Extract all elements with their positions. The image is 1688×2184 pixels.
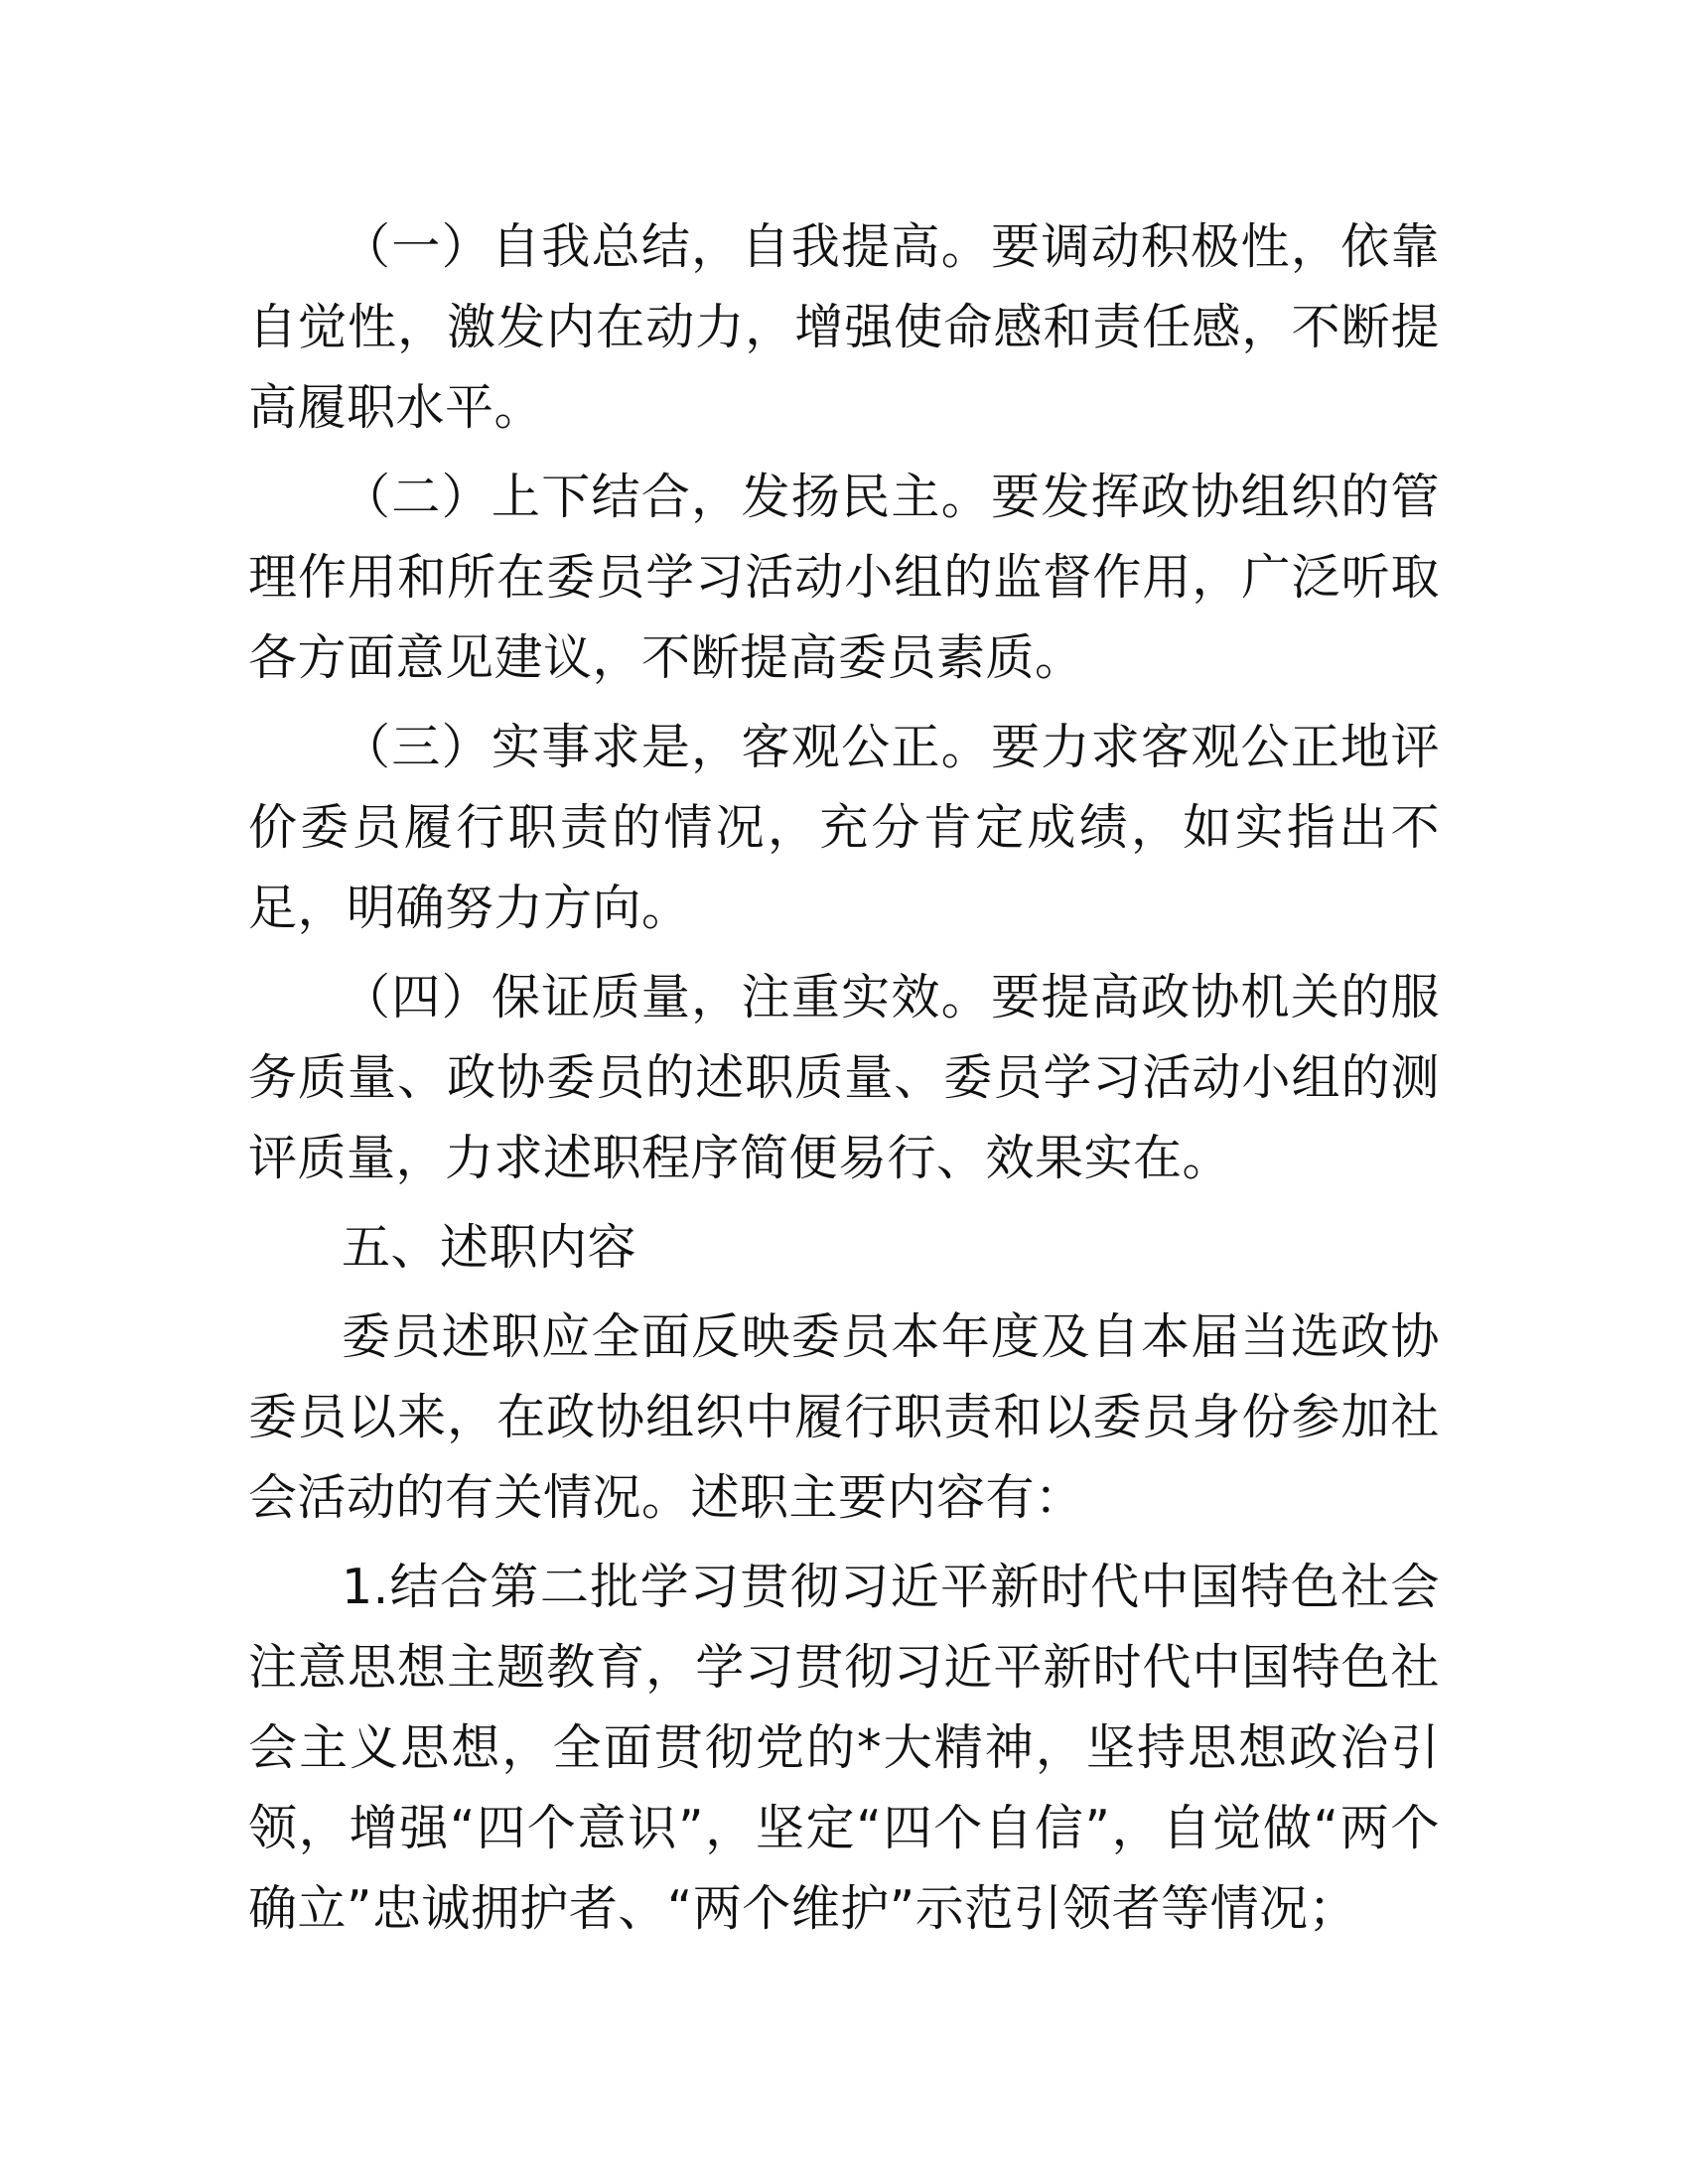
section-heading: 五、述职内容: [342, 1219, 637, 1276]
paragraph-principle-3: （三）实事求是，客观公正。要力求客观公正地评价委员履行职责的情况，充分肯定成绩，如实指出不足，明确努力方向。: [248, 719, 1440, 936]
paragraph-item-1: 1.结合第二批学习贯彻习近平新时代中国特色社会注意思想主题教育，学习贯彻习近平新时代中国特色社会主义思想，全面贯彻党的*大精神，坚持思想政治引领，增强“四个意识”，坚定“四个自信”，自觉做“两个确立”忠诚拥护者、“两个维护”示范引领者等情况；: [248, 1559, 1440, 1937]
paragraph-principle-4: （四）保证质量，注重实效。要提高政协机关的服务质量、政协委员的述职质量、委员学习活动小组的测评质量，力求述职程序简便易行、效果实在。: [248, 969, 1440, 1186]
paragraph-section-intro: 委员述职应全面反映委员本年度及自本届当选政协委员以来，在政协组织中履行职责和以委员身份参加社会活动的有关情况。述职主要内容有：: [248, 1308, 1440, 1526]
document-body: [248, 206, 1440, 1958]
paragraph-principle-2: （二）上下结合，发扬民主。要发挥政协组织的管理作用和所在委员学习活动小组的监督作用，广泛听取各方面意见建议，不断提高委员素质。: [248, 469, 1440, 686]
paragraph-principle-1: （一）自我总结，自我提高。要调动积极性，依靠自觉性，激发内在动力，增强使命感和责任感，不断提高履职水平。: [248, 218, 1440, 436]
